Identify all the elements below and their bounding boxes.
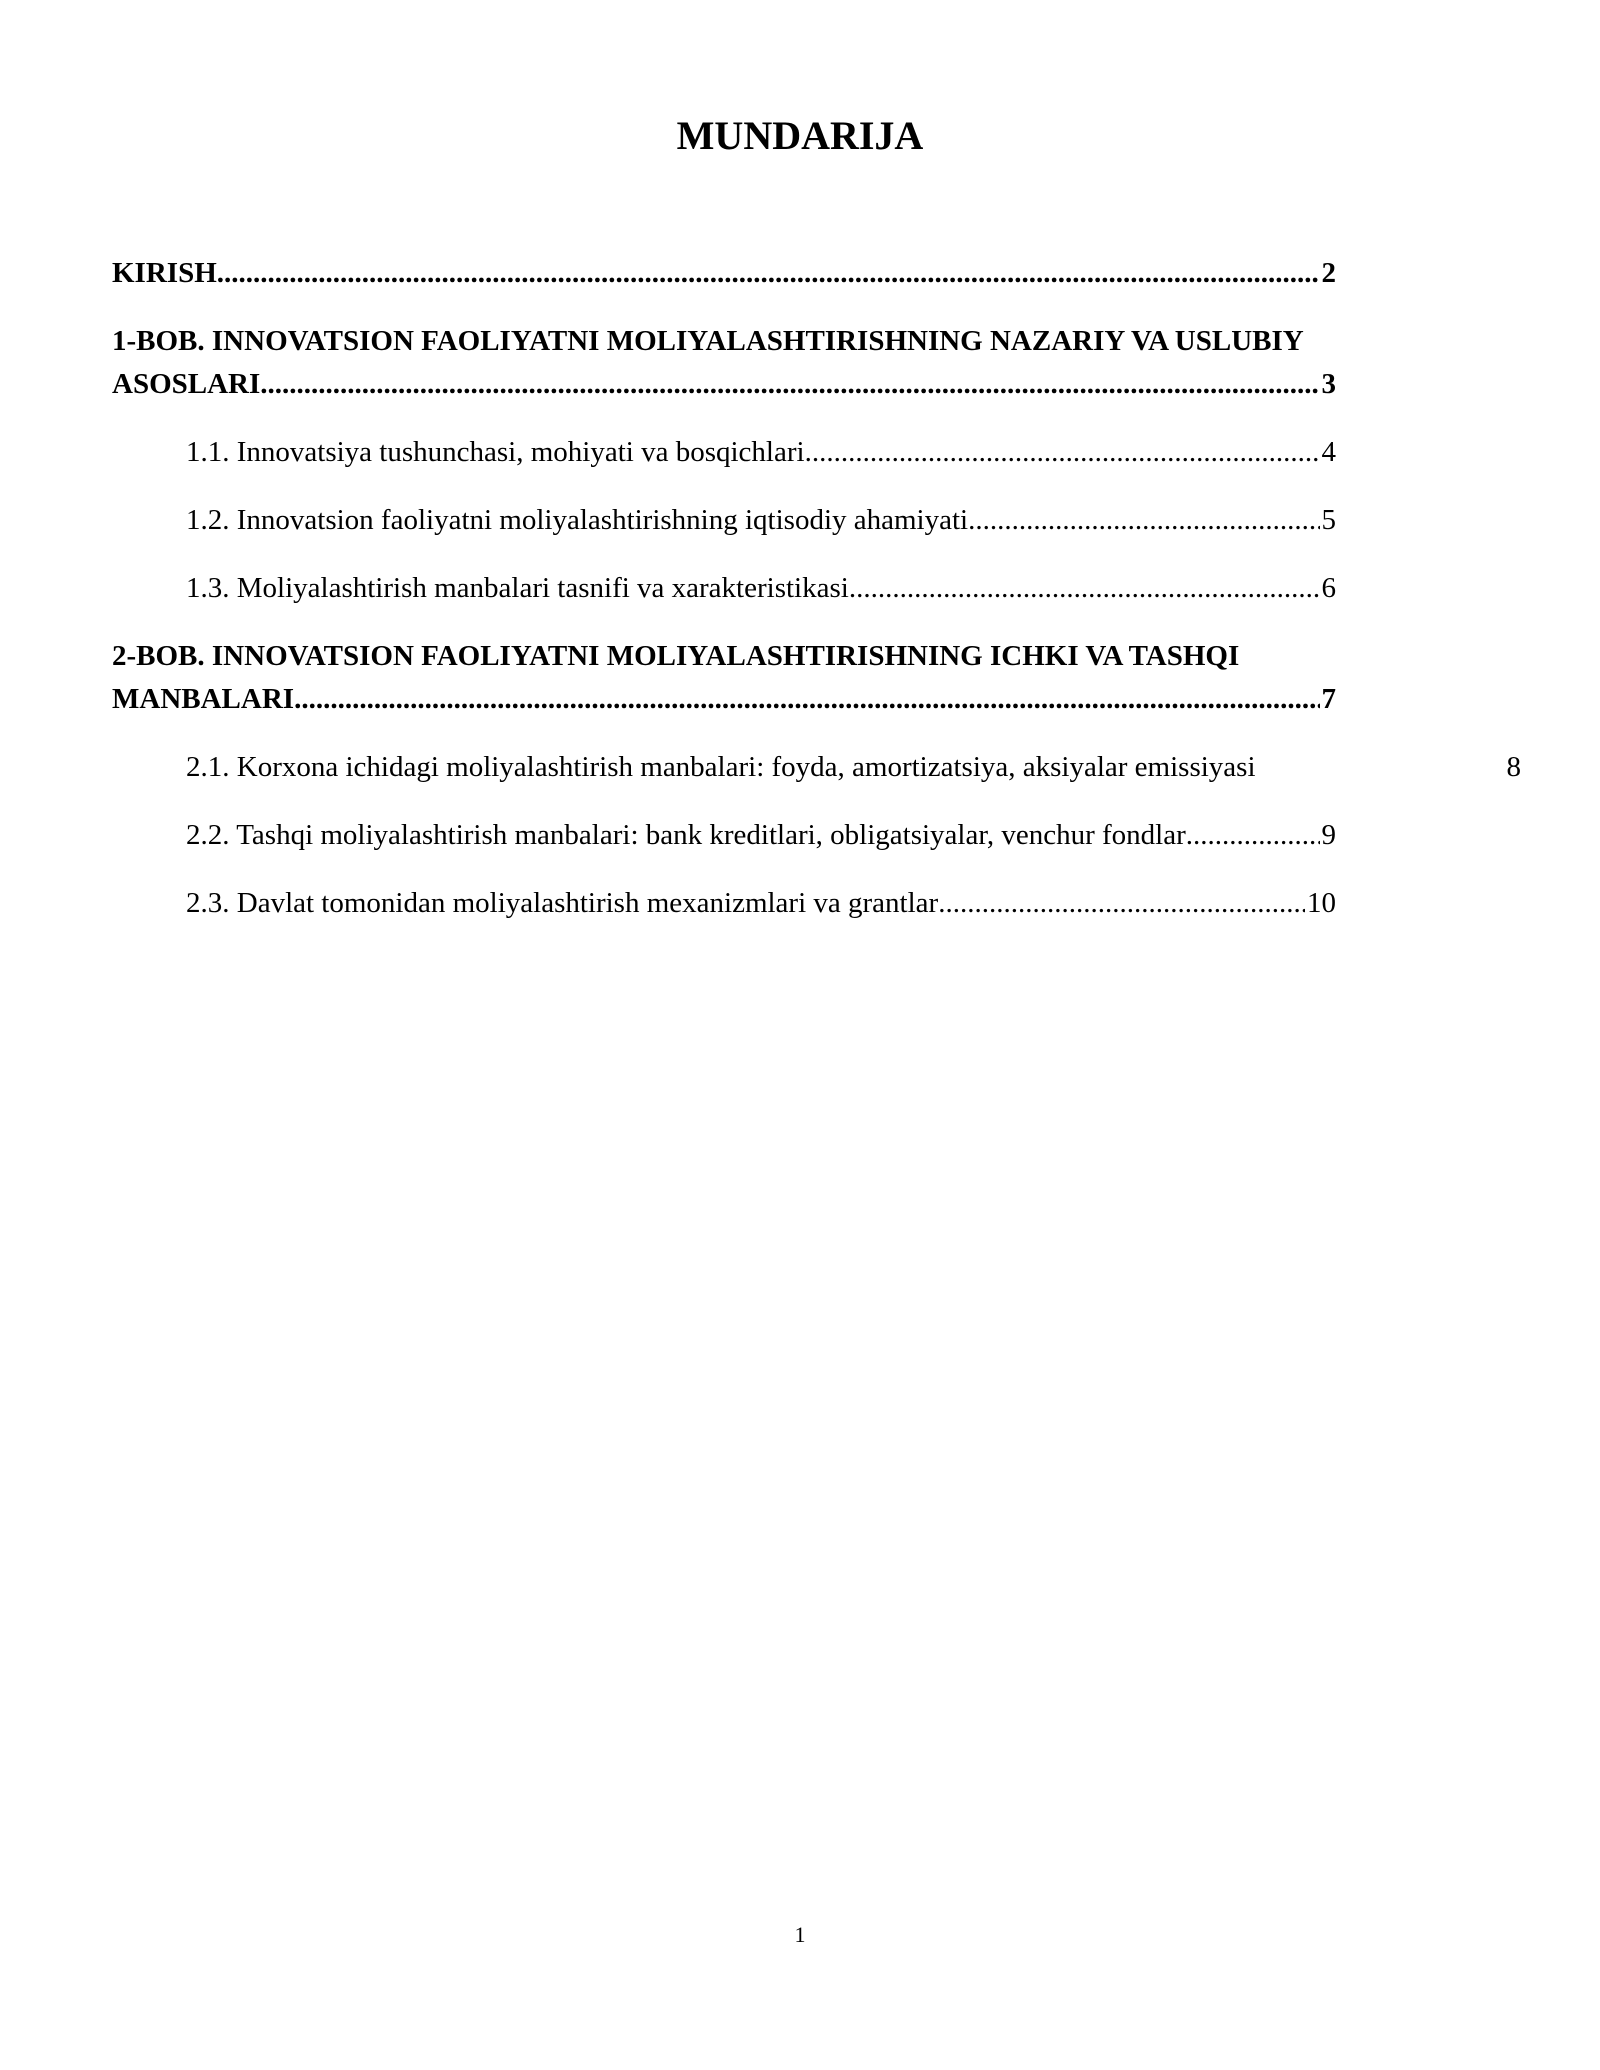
- table-of-contents: [112, 252, 1521, 950]
- dot-leader: [968, 499, 1319, 542]
- toc-page-number: 2: [1321, 257, 1336, 289]
- toc-page-number: 4: [1321, 436, 1336, 468]
- toc-entry-label: 1.2. Innovatsion faoliyatni moliyalashtirishning iqtisodiy ahamiyati: [186, 504, 969, 536]
- toc-entry-intro[interactable]: [112, 252, 1336, 295]
- toc-page-number: 3: [1321, 368, 1336, 400]
- toc-page-number: 5: [1321, 504, 1336, 536]
- toc-entry-label: 2.3. Davlat tomonidan moliyalashtirish mexanizmlari va grantlar: [186, 887, 939, 919]
- dot-leader: [294, 678, 1319, 721]
- dot-leader: [1186, 814, 1320, 857]
- page-title: MUNDARIJA: [676, 113, 924, 158]
- toc-entry-label: ASOSLARI: [112, 368, 261, 400]
- toc-entry-label: MANBALARI: [112, 683, 295, 715]
- toc-page-number: 9: [1321, 819, 1336, 851]
- dot-leader: [849, 567, 1320, 610]
- toc-entry-section-2-3[interactable]: [112, 882, 1336, 925]
- toc-entry-chapter-1[interactable]: [112, 320, 1336, 406]
- toc-entry-label: 2-BOB. INNOVATSION FAOLIYATNI MOLIYALASHTIRISHNING ICHKI VA TASHQI: [112, 640, 1240, 672]
- toc-entry-chapter-2[interactable]: [112, 635, 1336, 721]
- toc-entry-section-2-1[interactable]: [112, 746, 1526, 789]
- page-number: 1: [794, 1922, 806, 1947]
- toc-entry-label: KIRISH: [112, 257, 217, 289]
- toc-page-number: 7: [1321, 683, 1336, 715]
- toc-page-number: 8: [1506, 751, 1521, 783]
- toc-entry-label: 2.2. Tashqi moliyalashtirish manbalari: bank kreditlari, obligatsiyalar, venchur fondlar: [186, 819, 1186, 851]
- dot-leader: [260, 363, 1319, 406]
- toc-entry-continuation: [112, 678, 1336, 721]
- dot-leader: [217, 252, 1320, 295]
- toc-entry-label: 1-BOB. INNOVATSION FAOLIYATNI MOLIYALASHTIRISHNING NAZARIY VA USLUBIY: [112, 325, 1304, 357]
- toc-entry-section-2-2[interactable]: [112, 814, 1336, 857]
- dot-leader: [938, 882, 1305, 925]
- toc-entry-section-1-3[interactable]: [112, 567, 1336, 610]
- toc-entry-label: 2.1. Korxona ichidagi moliyalashtirish manbalari: foyda, amortizatsiya, aksiyalar emissiyasi: [186, 751, 1256, 783]
- toc-page-number: 10: [1307, 887, 1336, 919]
- toc-entry-label: 1.1. Innovatsiya tushunchasi, mohiyati va bosqichlari: [186, 436, 805, 468]
- toc-entry-label: 1.3. Moliyalashtirish manbalari tasnifi va xarakteristikasi: [186, 572, 849, 604]
- dot-leader: [805, 431, 1320, 474]
- toc-entry-section-1-1[interactable]: [112, 431, 1336, 474]
- toc-entry-section-1-2[interactable]: [112, 499, 1336, 542]
- toc-page-number: 6: [1321, 572, 1336, 604]
- toc-entry-continuation: [112, 363, 1336, 406]
